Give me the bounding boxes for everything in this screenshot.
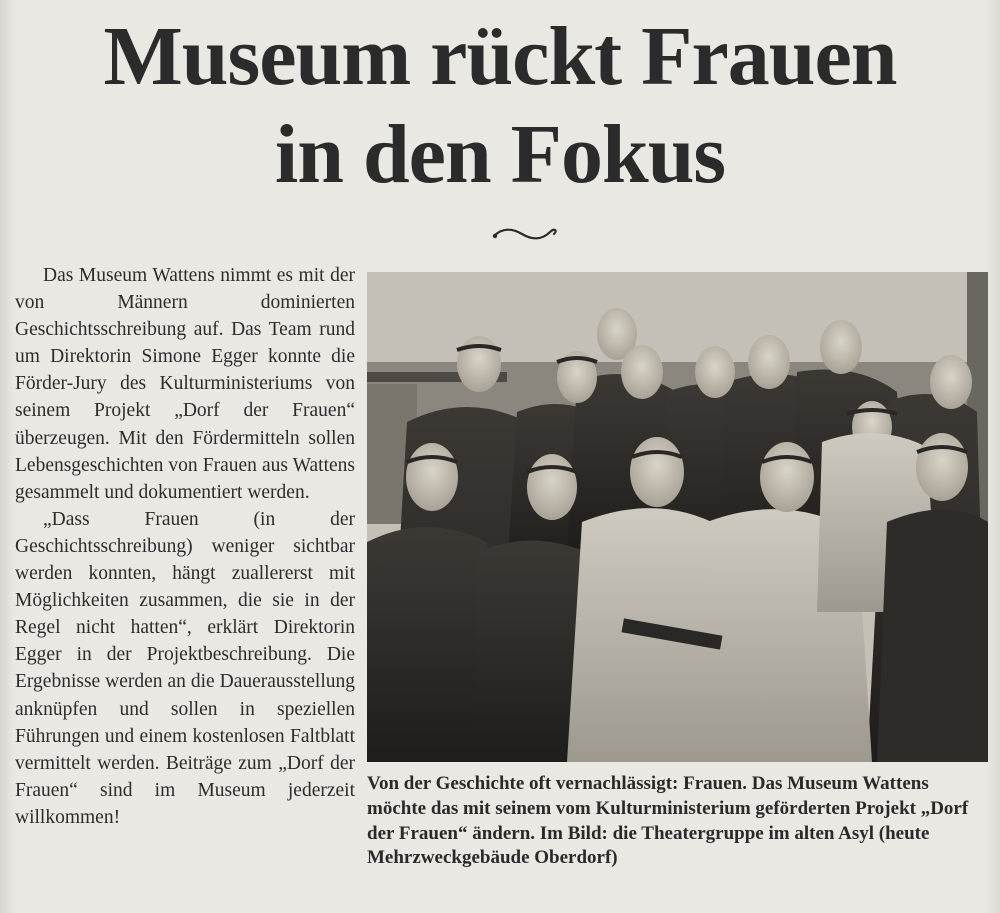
photo-theatre-group [367, 272, 988, 762]
headline [0, 8, 1000, 204]
paragraph-1: Das Museum Wattens nimmt es mit der von Männern dominierten Geschichtsschreibung auf. Das Team rund um Direktorin Simone Egger konnte die Förder-Jury des Kulturministeriums von seinem Projekt „Dorf der Frauen“ überzeugen. Mit den Fördermitteln sollen Lebensgeschichten von Frauen aus Wattens gesammelt und dokumentiert werden. [15, 265, 355, 503]
paragraph-2: „Dass Frauen (in der Geschichtsschreibung) weniger sichtbar werden konnten, hängt zuallererst mit Möglichkeiten zusammen, die sie in der Regel nicht hatten“, erklärt Direktorin Egger in der Projektbeschreibung. Die Ergebnisse werden an die Dauerausstellung anknüpfen und sollen in speziellen Führungen und einem kostenlosen Faltblatt vermittelt werden. Beiträge zum „Dorf der Frauen“ sind im Museum jederzeit willkommen! [15, 508, 355, 828]
ornament-swash [490, 222, 560, 244]
headline-line-1: Museum rückt Frauen [103, 10, 897, 103]
article-body [15, 262, 355, 831]
photo-caption: Von der Geschichte oft vernachlässigt: Frauen. Das Museum Wattens möchte das mit seinem vom Kulturministerium geförderten Projekt „Dorf der Frauen“ ändern. Im Bild: die Theatergruppe im alten Asyl (heute Mehrzweckgebäude Oberdorf) [367, 773, 969, 869]
photo-illustration [367, 272, 988, 762]
headline-line-2: in den Fokus [274, 108, 726, 201]
